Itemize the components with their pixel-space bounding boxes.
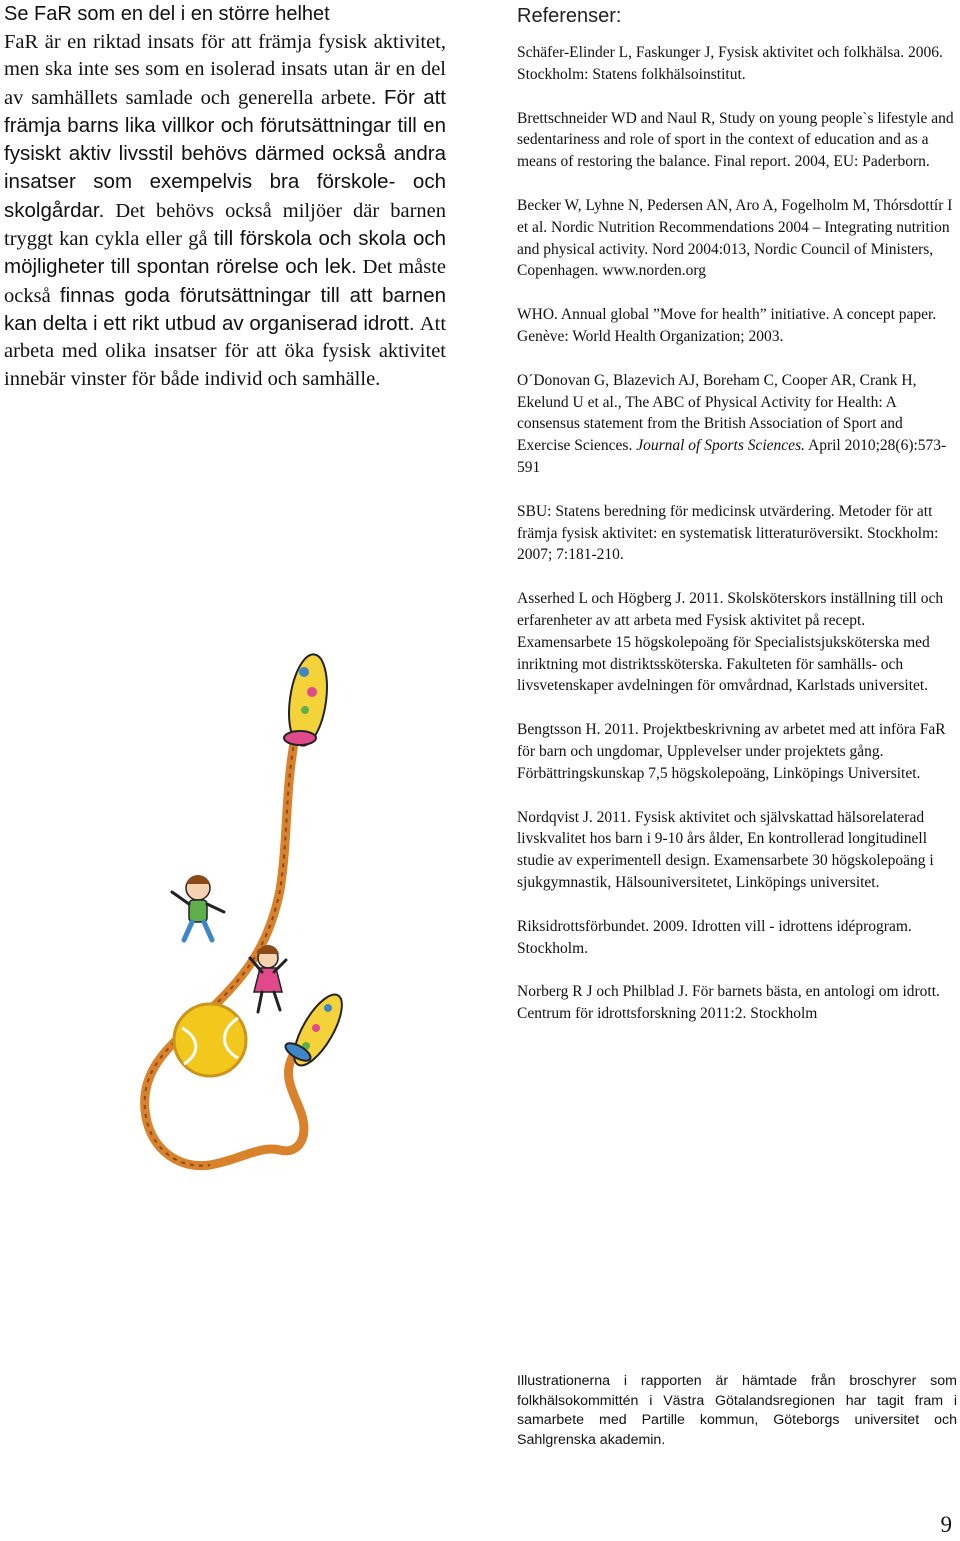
reference-text: April 2010;28(6):573-591: [517, 437, 947, 476]
jump-rope-illustration: [100, 640, 480, 1200]
reference-item: Nordqvist J. 2011. Fysisk aktivitet och självskattad hälsorelaterad livskvalitet hos barn i 9-10 års ålder, En kontrollerad longitudinell studie av experimentell design. Examensarbete 30 högskolepoäng i sjukgymnastik, Hälsouniversitetet, Linköpings universitet.: [517, 808, 934, 891]
illustration-credit: Illustrationerna i rapporten är hämtade från broschyrer som folkhälsokommittén i Västra Götalandsregionen har tagit fram i samarbete med Partille kommun, Göteborgs universitet och Sahlgrenska akademin.: [517, 1373, 957, 1448]
references-heading: Referenser:: [517, 5, 622, 27]
references-column: [517, 0, 957, 1025]
body-text-serif-2: Det behövs också miljöer där barnen tryggt kan cykla eller gå: [4, 199, 447, 251]
reference-item: Schäfer-Elinder L, Faskunger J, Fysisk aktivitet och folkhälsa. 2006. Stockholm: Statens folkhälsoinstitut.: [517, 44, 943, 83]
body-text-sans-1: För att främja barns lika villkor och förutsättningar till en fysiskt aktiv livsstil behövs därmed också andra insatser som exempelvis bra förskole- och skolgårdar.: [4, 85, 446, 222]
journal-title: Journal of Sports Sciences.: [636, 437, 805, 455]
reference-text: O´Donovan G, Blazevich AJ, Boreham C, Cooper AR, Crank H, Ekelund U et al., The ABC of Physical Activity for Health: A consensus statement from the British Association of Sport and Exercise Sciences.: [517, 371, 917, 455]
reference-item: Norberg R J och Philblad J. För barnets bästa, en antologi om idrott. Centrum för idrottsforskning 2011:2. Stockholm: [517, 983, 940, 1023]
body-text-sans-3: finnas goda förutsättningar till att barnen kan delta i ett rikt utbud av organiserad idrott.: [4, 283, 446, 335]
reference-item: Brettschneider WD and Naul R, Study on young people`s lifestyle and sedentariness and role of sport in the context of education and as a means of restoring the balance. Final report. 2004, EU: Paderborn.: [517, 109, 954, 171]
rope: [145, 738, 304, 1166]
body-text-serif-4: Att arbeta med olika insatser för att öka fysisk aktivitet innebär vinster för både individ och samhälle.: [4, 312, 447, 390]
body-text-serif-1: FaR är en riktad insats för att främja fysisk aktivitet, men ska inte ses som en isolerad insats utan är en del av samhällets samlade och generella arbete.: [4, 31, 446, 109]
body-text-sans-2: till förskola och skola och möjligheter till spontan rörelse och lek.: [4, 227, 446, 279]
reference-item: SBU: Statens beredning för medicinsk utvärdering. Metoder för att främja fysisk aktivitet: en systematisk litteraturöversikt. Stockholm: 2007; 7:181-210.: [517, 502, 939, 564]
reference-item: Bengtsson H. 2011. Projektbeskrivning av arbetet med att införa FaR för barn och ungdomar, Upplevelser under projektets gång. Förbättringskunskap 7,5 högskolepoäng, Linköpings Universitet.: [517, 721, 946, 782]
rope-handle-top: [284, 652, 332, 748]
reference-item: WHO. Annual global ”Move for health” initiative. A concept paper. Genève: World Health Organization; 2003.: [517, 306, 937, 345]
climbing-child-boy: [172, 875, 224, 940]
page-number: 9: [940, 1512, 952, 1537]
body-text-serif-3: Det måste också: [4, 256, 447, 307]
reference-item: Asserhed L och Högberg J. 2011. Skolsköterskors inställning till och erfarenheter av att arbeta med Fysisk aktivitet på recept. Examensarbete 15 högskolepoäng för Specialistsjuksköterska med inriktning mot distriktssköterska. Fakulteten för samhälls- och livsvetenskaper avdelningen för omvårdnad, Karlstads universitet.: [517, 590, 944, 695]
reference-item: [517, 370, 957, 479]
section-heading: Se FaR som en del i en större helhet: [4, 3, 330, 25]
reference-list: [517, 42, 957, 1025]
illustration-svg: [100, 640, 480, 1200]
intro-column: [4, 0, 446, 393]
body-paragraph: [4, 29, 446, 393]
tennis-ball: [174, 1004, 246, 1076]
reference-item: Riksidrottsförbundet. 2009. Idrotten vill - idrottens idéprogram. Stockholm.: [517, 917, 912, 957]
reference-item: Becker W, Lyhne N, Pedersen AN, Aro A, Fogelholm M, Thórsdottír I et al. Nordic Nutrition Recommendations 2004 – Integrating nutrition and physical activity. Nord 2004:013, Nordic Council of Ministers, Copenhagen. www.norden.org: [517, 196, 953, 280]
